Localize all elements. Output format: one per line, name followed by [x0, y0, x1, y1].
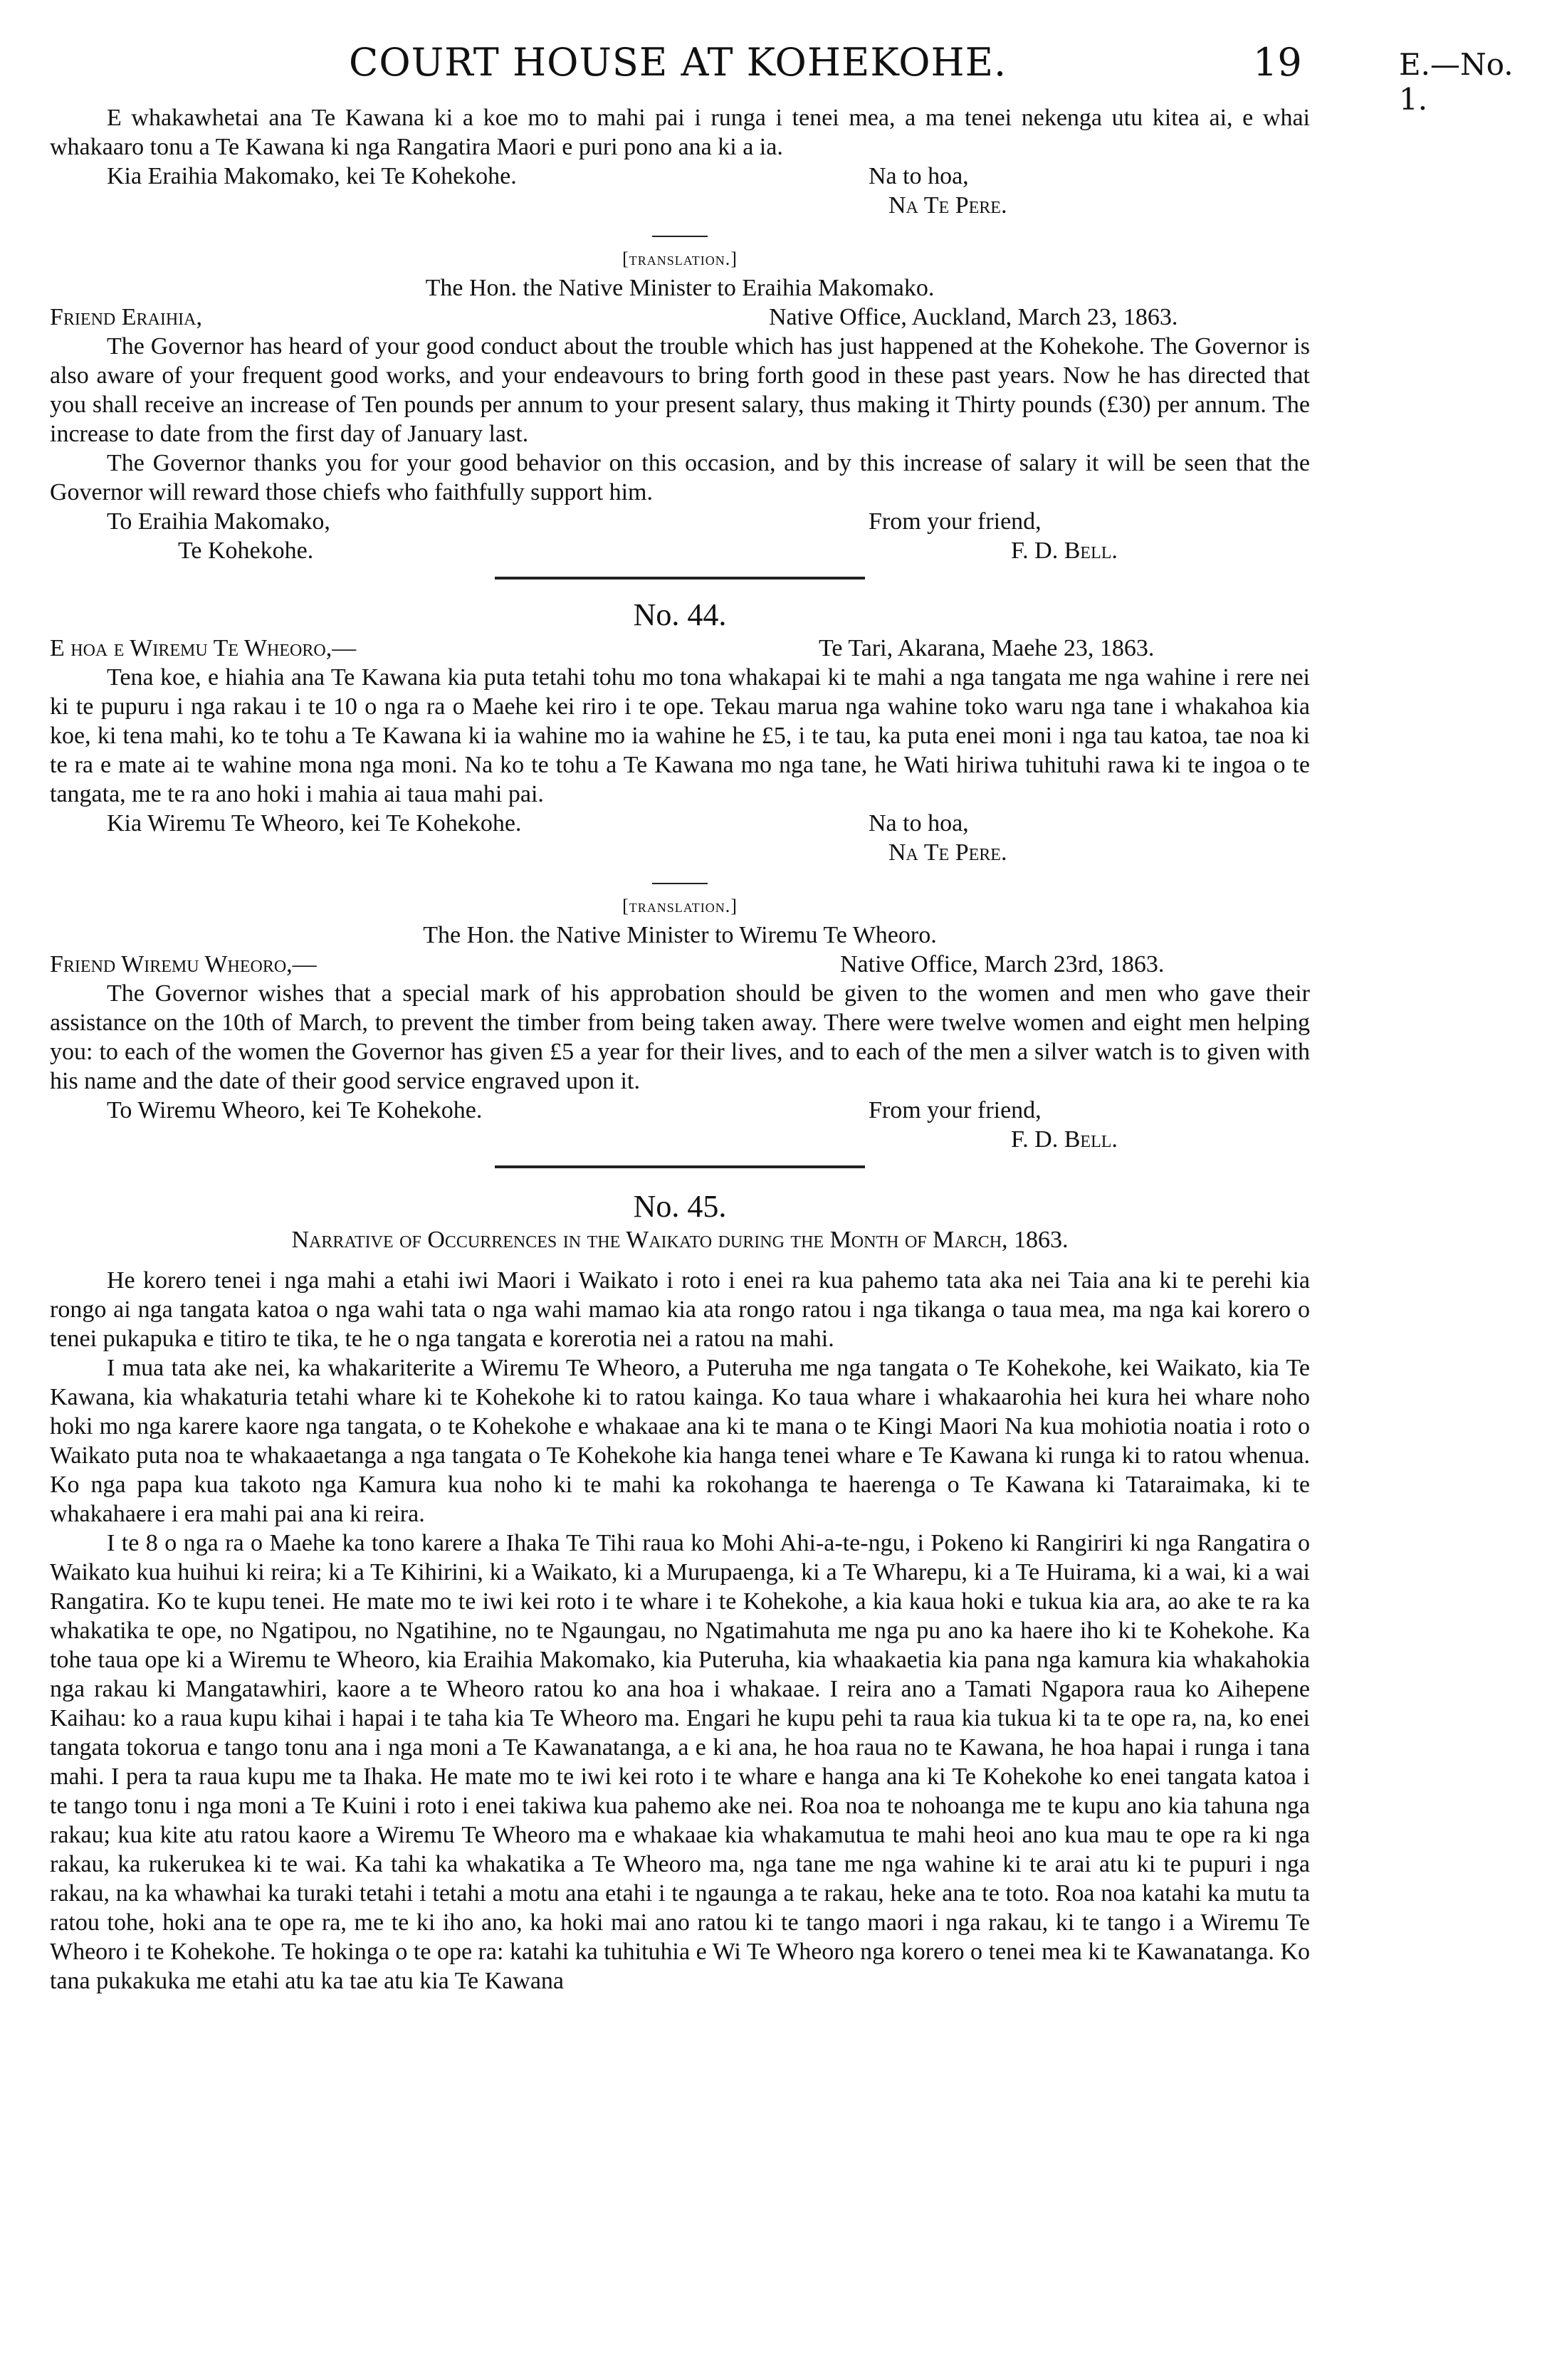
- section-44-heading: No. 44.: [633, 597, 727, 632]
- divider-rule: [652, 883, 708, 884]
- section-45-para-3: I te 8 o nga ra o Maehe ka tono karere a Ihaka Te Tihi raua ko Mohi Ahi-a-te-ngu, i Pokeno ki Rangiriri ki nga Rangatira o Waikato kua huihui ki reira; ki a Te Kihirini, ki a Waikato, ki a Murupaenga, ki a Te Wharepu, ki a Te Huirama, ki a wai, ki a wai Rangatira. Ko te kupu tenei. He mate mo te iwi kei roto i te whare i te Kohekohe, a kia kaua hoki e tukua kia ara, ao ake te ra ka whakatika te ope, no Ngatipou, no Ngatihine, no te Ngaungau, no Ngatimahuta me nga pu ano ka haere iho ki te Kohekohe. Ka tohe taua ope ki a Wiremu te Wheoro, kia Eraihia Makomako, kia Puteruha, kia whaakaetia kia pana nga kamura kia whakahokia nga rakau ki Mangatawhiri, kaore a te Wheoro ratou ko ana hoa i whakaae. I reira ano a Tamati Ngapora raua ko Aihepene Kaihau: ko a raua kupu kihai i hapai i te taha kia Te Wheoro ma. Engari he kupu pehi ta raua kia tukua ki ta te ope ra, na, ko enei tangata tokorua e tango tonu ana i nga moni a Te Kawanatanga, a e ki ana, he hoa raua no te Kawana, he hoa hapai i runga i tana mahi. I pera ta raua kupu me ta Ihaka. He mate mo te iwi kei roto i te whare e hanga ana ki Te Kohekohe ko enei tangata katoa i te tango tonu i nga moni a Te Kuini i roto i enei takiwa kua pahemo ake nei. Roa noa te nohoanga me te kupu ano kia tahuna nga rakau; kua kite atu ratou kaore a Wiremu Te Wheoro ma e whakaae kia whakamutua te mahi heoi ano kua mau te ope ra ki nga rakau, ka rukerukea ki te wai. Ka tahi ka whakatika a Te Wheoro ma, nga tane me nga wahine ki te arai atu ki te pupuri i nga rakau, na ka whawhai ka turaki tetahi i tetahi a motu ana etahi i te ngaunga a te rakau, heke ana te toto. Roa noa katahi ka mutu ta ratou tohe, hoki ana te ope ra, me te ki iho ano, ka hoki mai ano ratou ki te tango maori i nga rakau, ki te tango i a Wiremu Te Wheoro i te Kohekohe. Te hokinga o te ope ra: katahi ka tuhituhia e Wi Te Wheoro nga korero o tenei mea ki te Kawanatanga. Ko tana pukakuka me etahi atu ka tae atu kia Te Kawana: [50, 1530, 1310, 1994]
- translation-1-label: [translation.]: [622, 248, 738, 269]
- letter-1-signature: Na Te Pere.: [888, 192, 1007, 219]
- translation-1-heading: The Hon. the Native Minister to Eraihia Makomako.: [425, 275, 935, 301]
- document-reference: E.—No. 1.: [1399, 47, 1514, 117]
- section-44-signature: Na Te Pere.: [888, 839, 1007, 866]
- translation-2-closing: From your friend,: [869, 1097, 1042, 1123]
- section-no-44: [50, 597, 1310, 867]
- divider-rule: [652, 236, 708, 237]
- translation-1-para-1: The Governor has heard of your good conduct about the trouble which has just happened at the Kohekohe. The Governor is also aware of your frequent good works, and your endeavours to bring forth good in these past years. Now he has directed that you shall receive an increase of Ten pounds per annum to your present salary, thus making it Thirty pounds (£30) per annum. The increase to date from the first day of January last.: [50, 333, 1310, 447]
- section-45-para-1: He korero tenei i nga mahi a etahi iwi Maori i Waikato i roto i enei ra kua pahemo tata aka nei Taia ana ki te perehi kia rongo ai nga tangata katoa o nga wahi tata o nga wahi mamao kia ata rongo ratou i nga tikanga o taua mea, ma nga kai korero o tenei pukapuka e titiro te tika, te he o nga tangata e korerotia nei a ratou na mahi.: [50, 1267, 1310, 1352]
- translation-1-place-date: Native Office, Auckland, March 23, 1863.: [769, 304, 1178, 330]
- letter-1-closing: Na to hoa,: [869, 163, 969, 189]
- translation-2-body: The Governor wishes that a special mark of his approbation should be given to the women and men who gave their assistance on the 10th of March, to prevent the timber from being taken away. There were twelve women and eight men helping you: to each of the women the Governor has given £5 a year for their lives, and to each of the men a silver watch is to given with his name and the date of their good service engraved upon it.: [50, 980, 1310, 1094]
- section-no-45: [50, 1188, 1310, 1996]
- translation-2-to-line: To Wiremu Wheoro, kei Te Kohekohe.: [107, 1097, 483, 1123]
- page-content: [50, 103, 1310, 1996]
- translation-2-signature: F. D. Bell.: [1011, 1126, 1118, 1153]
- page-header: [0, 34, 1547, 117]
- section-rule: [495, 577, 865, 580]
- translation-1-salutation: Friend Eraihia,: [50, 304, 202, 330]
- letter-1-addressee: Kia Eraihia Makomako, kei Te Kohekohe.: [107, 163, 517, 189]
- letter-1-body: E whakawhetai ana Te Kawana ki a koe mo to mahi pai i runga i tenei mea, a ma tenei nekenga utu kitea ai, e whai whakaaro tonu a Te Kawana ki nga Rangatira Maori e puri pono ana ki a ia.: [50, 105, 1310, 160]
- section-45-subtitle: Narrative of Occurrences in the Waikato during the Month of March, 1863.: [291, 1227, 1069, 1253]
- section-44-body: Tena koe, e hiahia ana Te Kawana kia puta tetahi tohu mo tona whakapai ki te mahi a nga tangata me nga wahine i rere nei ki te pupuru i nga rakau i te 10 o nga ra o Maehe kei riro i te ope. Tekau marua nga wahine toko waru nga tane i whakahoa kia koe, ki tena mahi, ko te tohu a Te Kawana ki ia wahine mo ia wahine he £5, i te tau, ka puta enei moni i nga tau katoa, tae noa ki te ra e mate ai te wahine mona nga moni. Na ko te tohu a Te Kawana mo nga tane, he Wati hiriwa tuhituhi rawa ki te ingoa o te tangata, me te ra ano hoki i mahia ai taua mahi pai.: [50, 664, 1310, 807]
- translation-1-closing: From your friend,: [869, 508, 1042, 535]
- translation-1: [50, 244, 1310, 565]
- letter-1: [50, 103, 1310, 220]
- translation-2-place-date: Native Office, March 23rd, 1863.: [840, 951, 1165, 977]
- translation-2-heading: The Hon. the Native Minister to Wiremu Te Wheoro.: [423, 922, 937, 948]
- translation-2-label: [translation.]: [622, 896, 738, 916]
- translation-1-signature: F. D. Bell.: [1011, 538, 1118, 564]
- section-45-heading: No. 45.: [633, 1189, 727, 1224]
- translation-1-to-line-1: To Eraihia Makomako,: [107, 508, 330, 535]
- translation-1-para-2: The Governor thanks you for your good behavior on this occasion, and by this increase of salary it will be seen that the Governor will reward those chiefs who faithfully support him.: [50, 450, 1310, 505]
- section-44-closing: Na to hoa,: [869, 810, 969, 837]
- section-rule: [495, 1165, 865, 1168]
- translation-2-salutation: Friend Wiremu Wheoro,—: [50, 951, 317, 977]
- section-44-addressee: Kia Wiremu Te Wheoro, kei Te Kohekohe.: [107, 810, 522, 837]
- page-number: 19: [1253, 40, 1302, 85]
- translation-1-to-line-2: Te Kohekohe.: [178, 538, 314, 564]
- translation-2: [50, 891, 1310, 1154]
- section-45-para-2: I mua tata ake nei, ka whakariterite a Wiremu Te Wheoro, a Puteruha me nga tangata o Te Kohekohe, kei Waikato, kia Te Kawana, kia whakaturia tetahi whare ki te Kohekohe ki to ratou kainga. Ko taua whare i whakaarohia hei kura hei whare noho hoki mo nga karere kaore nga tangata, o te Kohekohe e whakaae ana ki te mana o te Kingi Maori Na kua mohiotia noatia i roto o Waikato puta noa te whakaaetanga a nga tangata o Te Kohekohe kia hanga tenei whare e Te Kawana ki runga ki to ratou whenua. Ko nga papa kua takoto nga Kamura kua noho ki te mahi ka rokohanga te haerenga o Te Kawana ki Tataraimaka, ki te whakahaere i era mahi pai ana ki reira.: [50, 1355, 1310, 1527]
- running-title: COURT HOUSE AT KOHEKOHE.: [349, 40, 1007, 85]
- section-44-salutation: E hoa e Wiremu Te Wheoro,—: [50, 635, 357, 661]
- section-44-place-date: Te Tari, Akarana, Maehe 23, 1863.: [819, 635, 1155, 661]
